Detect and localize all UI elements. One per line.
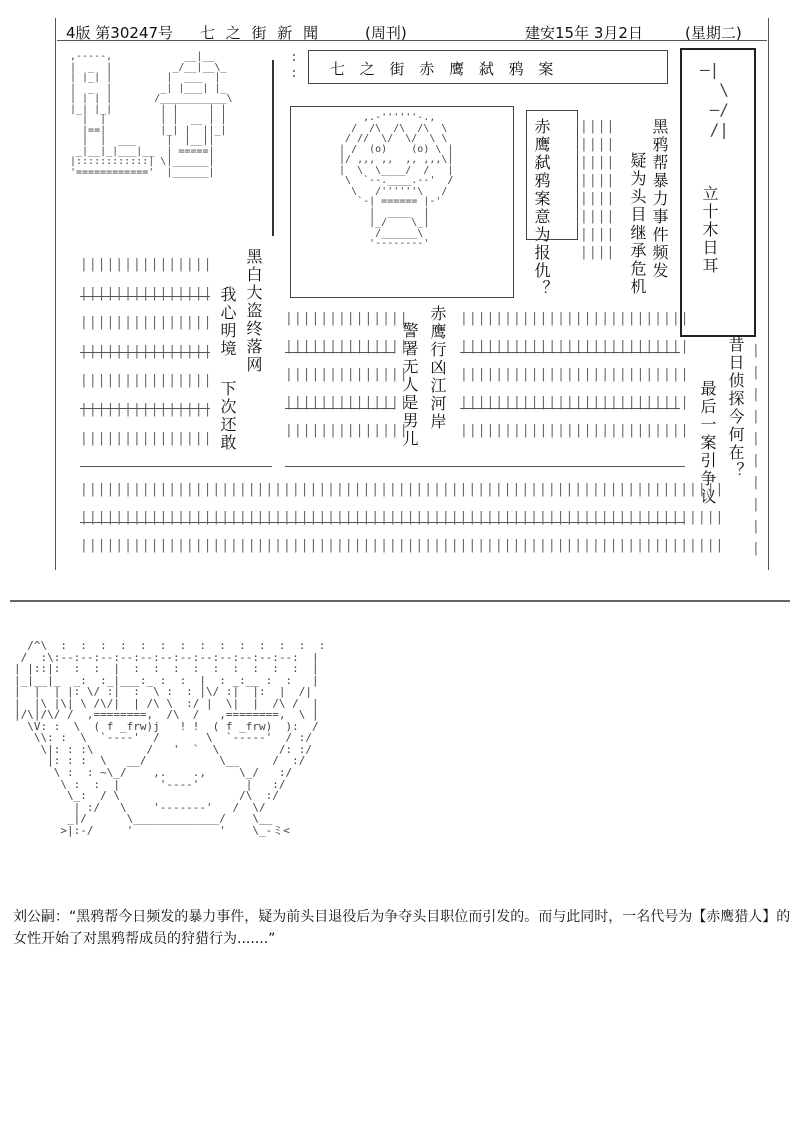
rule <box>285 408 395 409</box>
tick-fill: ||||||||||||||||||||||||||||||||||||||||||||||||||||||||||||||||||||||||| ||||||||||||||||||||||||||||||||||||||||||||||||||||||||||||||||||||||||| ||||||||||||||||||||||||||||||||||||||||||||||||||||||||||||||||||||||||| <box>80 482 725 553</box>
lantern-illustration: ,-----, __|__ | _ | _/__|__\_ | |_| | | ___ | | _ | _| |___| |_ | | | | /___________\ |_| |_| | | | | | | | | __ | | |==| |_| | ||_| | | ___ | |__|| _|__|_|___|__ | =====| |::::::::::::| \|______| '============' |______| <box>70 51 233 178</box>
caption <box>13 906 793 950</box>
no-one-headline: 警署无人是男儿 <box>400 322 419 448</box>
column-rule <box>272 60 274 236</box>
caption-text: “黑鸦帮今日频发的暴力事件，疑为前头目退役后为争夺头目职位而引发的。而与此同时，一名代号为【赤鹰猎人】的女性开始了对黑鸦帮成员的狩猎行为.......” <box>13 909 791 947</box>
tick-fill: |||| |||| |||| |||| |||| |||| |||| |||| <box>580 119 616 260</box>
newspaper-right-border <box>768 18 769 570</box>
section-divider <box>10 600 790 602</box>
newspaper-name: 七 之 街 新 聞 <box>200 24 322 42</box>
next-duel-headline: 下次还敢 <box>218 380 237 452</box>
tick-fill: |||||||||||||| |||||||||||||| |||||||||||||| |||||||||||||| |||||||||||||| <box>285 311 409 438</box>
successor-headline: 疑为头目继承危机 <box>628 152 647 296</box>
tick-fill: |||||||||||||||||||||||||| |||||||||||||||||||||||||| |||||||||||||||||||||||||| |||||||||||||||||||||||||| |||||||||||||||||||||||||| <box>460 311 690 438</box>
rule <box>80 466 272 467</box>
seal-glyphs: —| \ —/ /| <box>700 60 729 139</box>
rule <box>80 296 210 297</box>
hawk-crime-headline: 赤鹰行凶江河岸 <box>428 305 447 431</box>
rule <box>285 466 685 467</box>
tick-fill: : : <box>290 50 299 81</box>
caption-speaker: 刘公嗣： <box>13 909 69 925</box>
issue-number: 4版 第30247号 <box>66 24 174 42</box>
weekly-label: (周刊) <box>365 24 407 42</box>
hawk-portrait-frame: ,.-''''''-., / /\ /\ /\ \ / // \/ \/ \ \ | / (o) (o) \ | |/ ,,, ,, ,, ,,,\| | \ \____/ / | \ `--.____.--' / \ /''''''\ / `-| ====== |-' | ____ | |_/ \_| /______\ '--------' <box>290 106 514 298</box>
rule <box>285 352 395 353</box>
masthead-divider <box>57 40 767 41</box>
seal-text: 立十木日耳 <box>700 185 719 275</box>
character-portrait: /^\ : : : : : : : : : : : : : : / :\:--:--:--:--:--:--:--:--:--:--:--:--: | | |::|: : : | : : : : : : : : : | |_|__|_ _: :_|___:_ : : | : _:__ : : | | | | |: \/ :| : \ : : |\/ :| |: | /| | |\ |\| \ /\/| | /\ \ :/ | \| | /\ / | |/\|/\/ / ,========, /\ / ,========, \ | \V: : \ ( f _frw)j ! ! ( f _frw) ): / \\: : \ `----' / \ `-----' / :/ \|: : :\ / ' ` \ /: :/ |: : : \ __/ \__ / :/ \ : : ~\_/ ,. ., \_/ :/ \ : : | '----' | :/ \_: / \ /\ :/ | :/ \ '-------' / \/ _|/ \_____________/ \__ >|:-/ ' ' \_-ミ< <box>14 639 326 837</box>
issue-date: 建安15年 3月2日 <box>525 24 643 42</box>
revenge-headline: 赤鹰弑鸦案意为报仇？ <box>532 118 551 298</box>
newspaper-left-border <box>55 18 56 570</box>
my-heart-headline: 我心明境 <box>218 286 237 358</box>
thief-headline: 黑白大盗终落网 <box>244 248 263 374</box>
tick-fill: ||||||||||||||| ||||||||||||||| ||||||||||||||| ||||||||||||||| ||||||||||||||| ||||||||||||||| ||||||||||||||| <box>80 257 213 446</box>
rule <box>460 352 680 353</box>
rule <box>80 352 210 353</box>
issue-weekday: (星期二) <box>685 24 742 42</box>
last-case-headline: 最后一案引争议 <box>698 380 717 506</box>
rule <box>80 408 210 409</box>
tick-fill: | | | | | | | | | | <box>752 343 761 556</box>
rule <box>460 408 680 409</box>
banner-headline: 七 之 街 赤 鹰 弑 鸦 案 <box>330 60 559 78</box>
detective-headline: 昔日侦探今何在？ <box>726 336 745 480</box>
gang-violence-headline: 黑鸦帮暴力事件频发 <box>650 118 669 280</box>
